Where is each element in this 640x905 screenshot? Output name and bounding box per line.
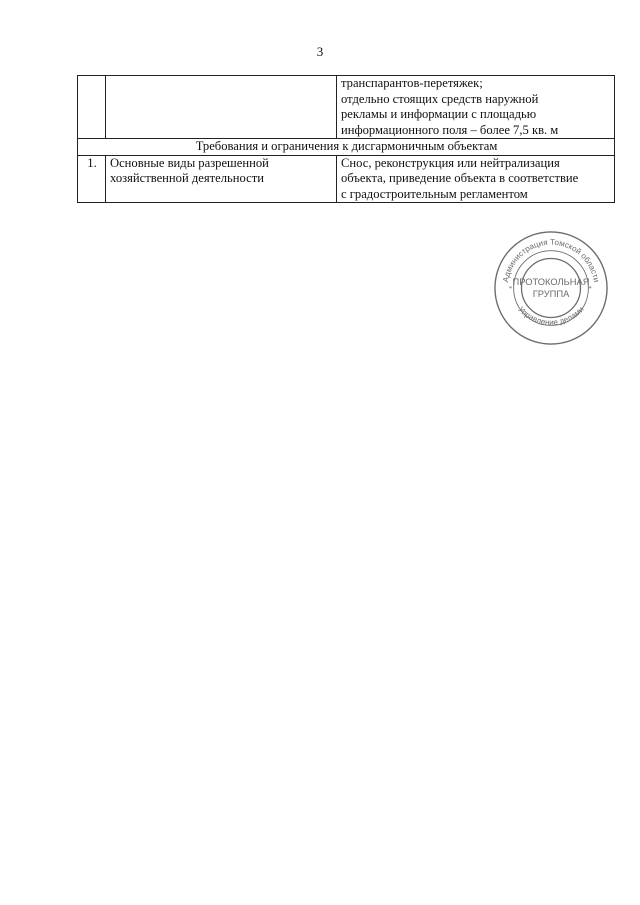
text-line: транспарантов-перетяжек; — [341, 76, 483, 90]
requirements-table — [77, 75, 615, 203]
table-row — [78, 155, 615, 203]
text-line: хозяйственной деятельности — [110, 171, 264, 185]
seal-ring-text-top: Администрация Томской области — [501, 237, 601, 283]
seal-star: * — [588, 285, 592, 293]
requirements-cell — [337, 155, 615, 203]
text-line: объекта, приведение объекта в соответствие — [341, 171, 579, 185]
requirements-cell — [337, 76, 615, 139]
section-header-row — [78, 139, 615, 156]
text-line: с градостроительным регламентом — [341, 186, 528, 201]
text-line: рекламы и информации с площадью — [341, 107, 537, 121]
seal-ring-text-bottom: Управление делами — [516, 304, 586, 328]
table-row — [78, 76, 615, 139]
text-line: Основные виды разрешенной — [110, 155, 269, 170]
activity-type-cell — [106, 155, 337, 203]
section-header: Требования и ограничения к дисгармоничным объектам — [78, 139, 615, 156]
text-line: Снос, реконструкция или нейтрализация — [341, 155, 560, 170]
text-line: информационного поля – более 7,5 кв. м — [341, 122, 559, 137]
row-number-cell: 1. — [78, 155, 106, 203]
seal-center-text-2: ГРУППА — [532, 288, 570, 299]
seal-star: * — [508, 285, 513, 293]
official-seal — [492, 229, 610, 347]
seal-center-text-1: ПРОТОКОЛЬНАЯ — [512, 277, 590, 288]
text-line: отдельно стоящих средств наружной — [341, 91, 539, 106]
page-number: 3 — [316, 44, 324, 59]
row-number-cell — [78, 76, 106, 139]
activity-type-cell — [106, 76, 337, 139]
